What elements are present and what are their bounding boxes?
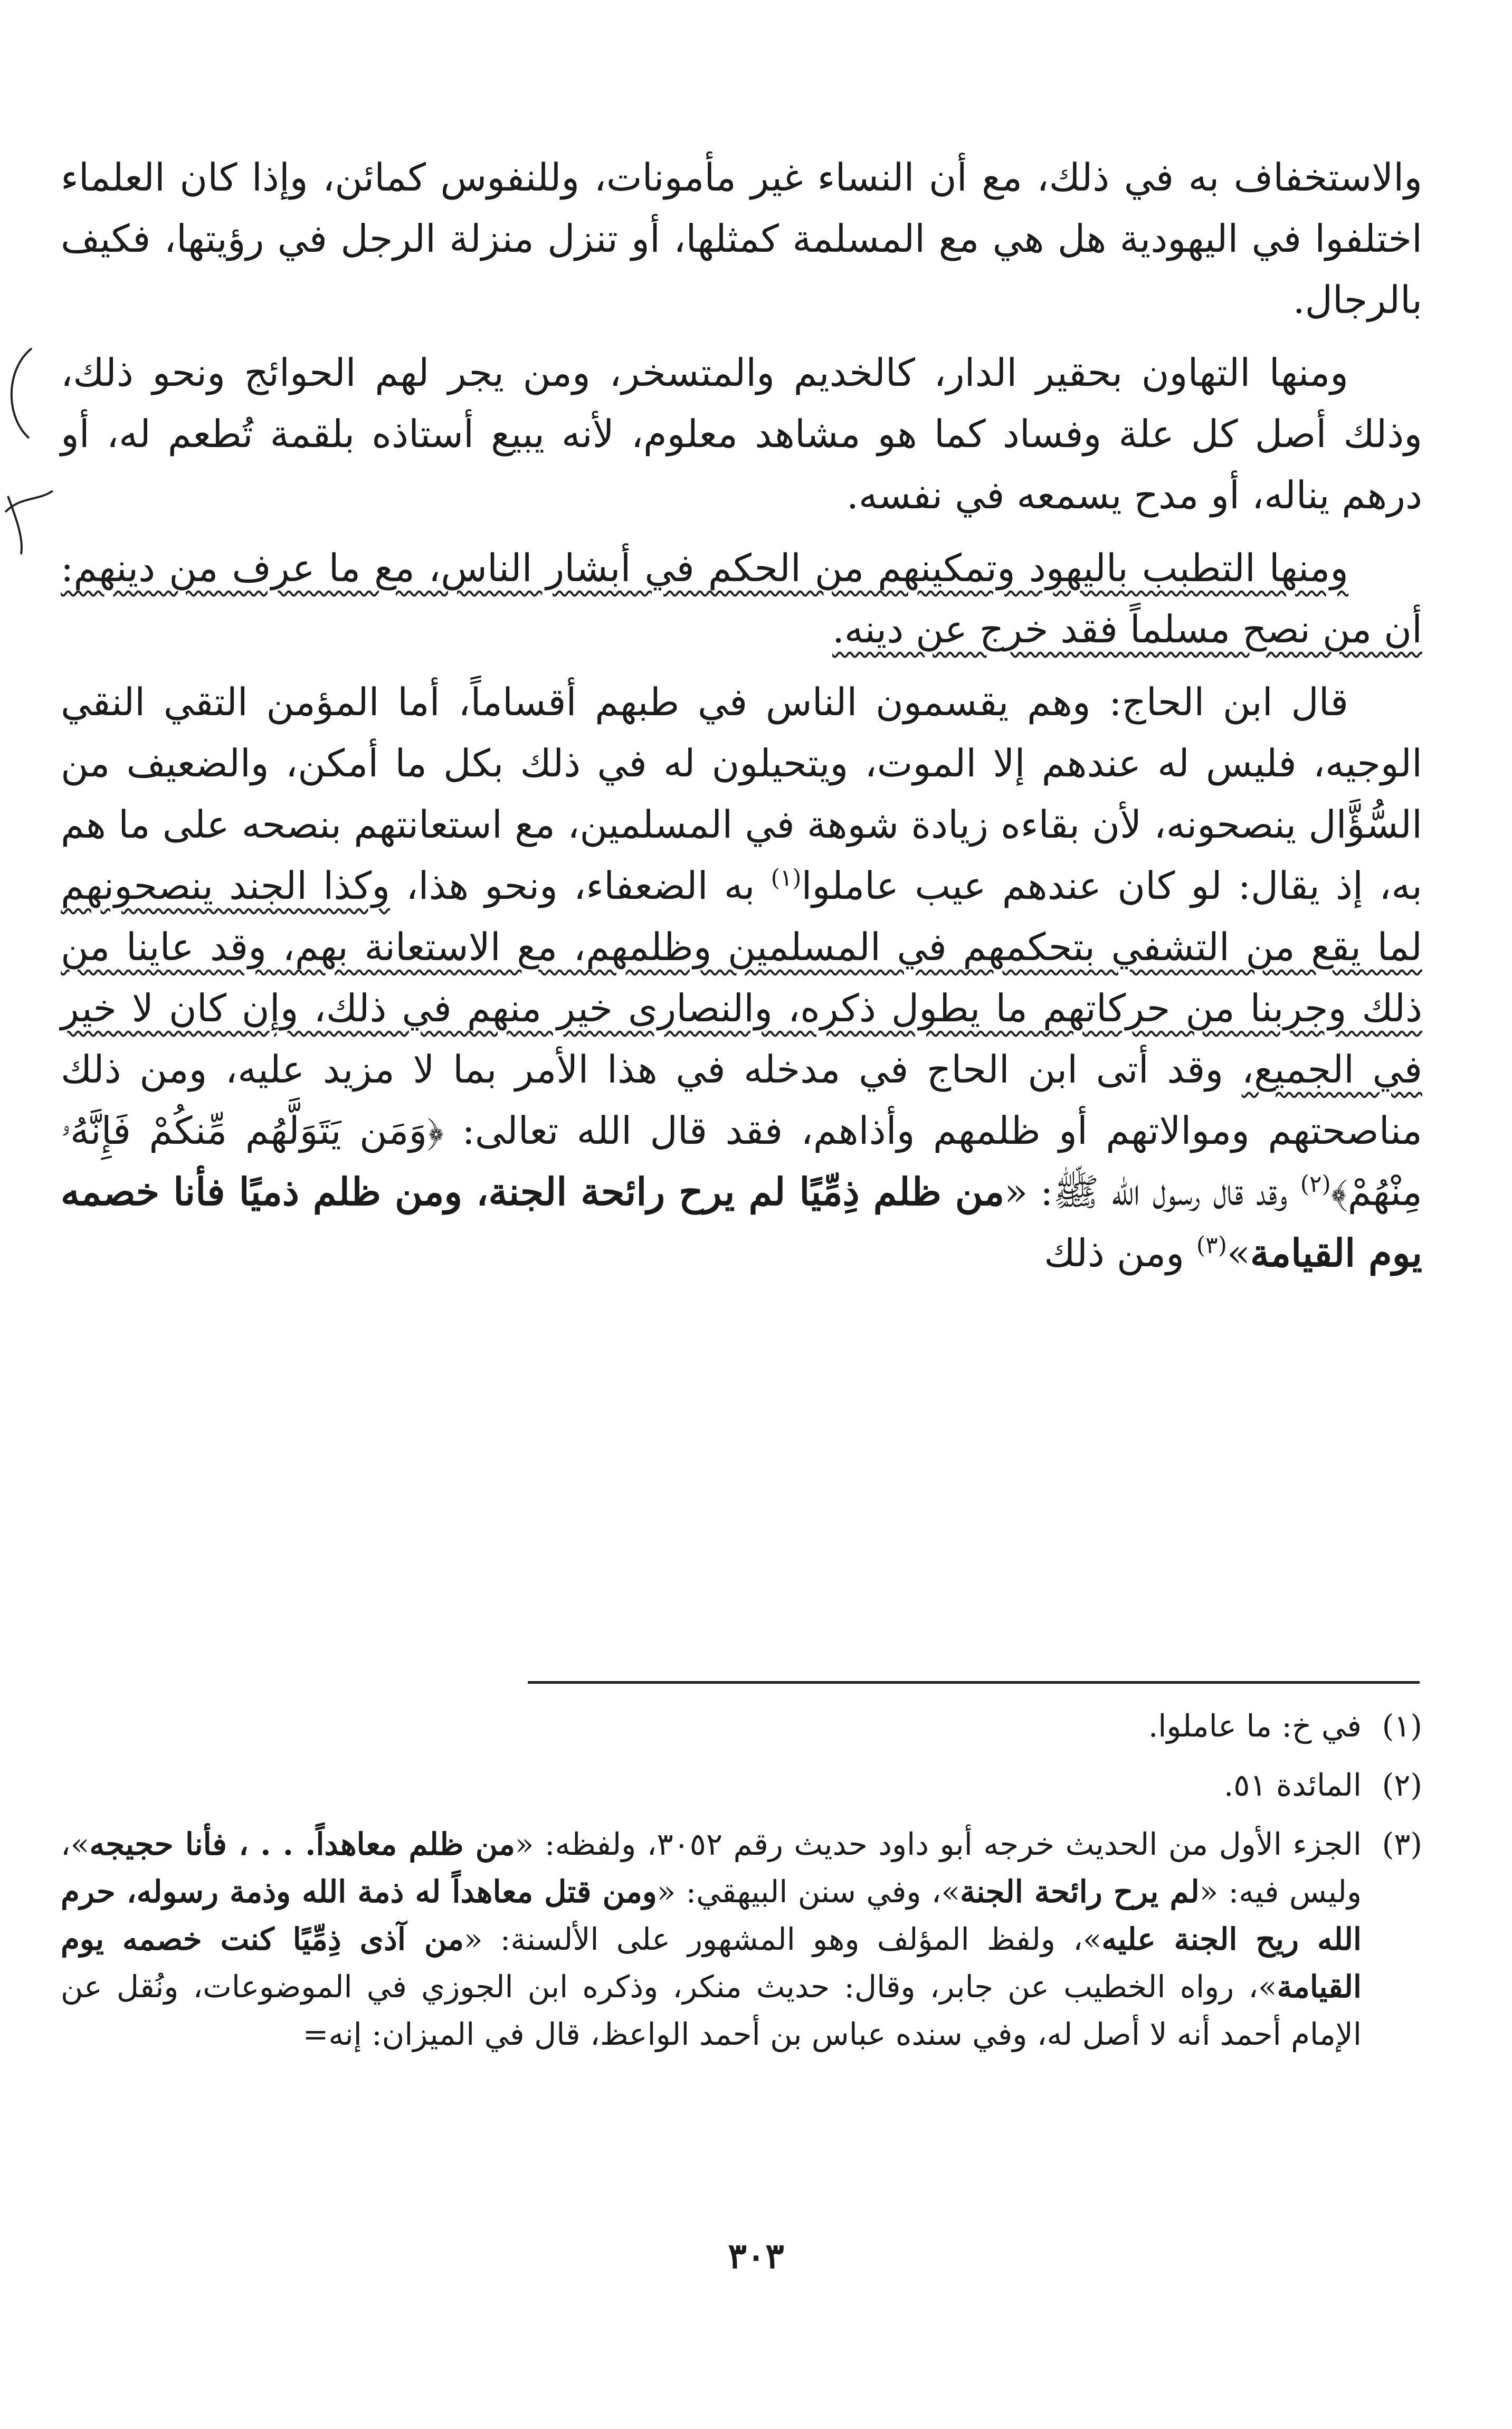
footnote-text <box>61 1820 1362 2058</box>
paragraph-2: ومنها التهاون بحقير الدار، كالخديم والمتسخر، ومن يجر لهم الحوائج ونحو ذلك، وذلك أصل كل علة وفساد كما هو مشاهد معلوم، لأنه يبيع أستاذه بلقمة تُطعم له، أو درهم يناله، أو مدح يسمعه في نفسه. <box>61 350 1423 517</box>
paragraph-3 <box>61 537 1422 660</box>
p4-part-f: » <box>1226 1231 1250 1275</box>
footnote-3 <box>61 1820 1422 2058</box>
footnote-ref-1: (١) <box>771 865 802 891</box>
fn3-g: »، ولفظ المؤلف وهو المشهور على الألسنة: « <box>464 1921 1102 1957</box>
footnote-mark: (٣) <box>1382 1826 1422 1862</box>
footnote-mark: (٢) <box>1382 1767 1422 1803</box>
margin-annotation-mark <box>0 338 58 559</box>
main-text <box>61 147 1422 1295</box>
footnote-2 <box>61 1761 1422 1809</box>
paragraph-1: والاستخفاف به في ذلك، مع أن النساء غير مأمونات، وللنفوس كمائن، وإذا كان العلماء اختلفوا في اليهودية هل هي مع المسلمة كمثلها، أو تنزل منزلة الرجل في رؤيتها، فكيف بالرجال. <box>61 155 1423 322</box>
fn3-i: »، رواه الخطيب عن جابر، وقال: حديث منكر، وذكره ابن الجوزي في الموضوعات، ونُقل عن الإمام أحمد أنه لا أصل له، وفي سنده عباس بن أحمد الواعظ، قال في الميزان: إنه= <box>61 1969 1362 2052</box>
fn3-quote-3: ومن قتل معاهداً له ذمة الله وذمة رسوله، حرم الله ريح الجنة عليه <box>61 1874 1362 1957</box>
footnotes <box>61 1702 1422 2070</box>
fn3-a: الجزء الأول من الحديث خرجه أبو داود حديث رقم ٣٠٥٢، ولفظه: « <box>515 1826 1362 1862</box>
hadith-quote: من ظلم ذِمِّيًا لم يرح رائحة الجنة، ومن ظلم ذميًا فأنا خصمه يوم القيامة <box>61 1169 1422 1275</box>
p4-part-e: وقد قال رسول الله ﷺ: « <box>1004 1170 1300 1214</box>
p4-part-a: قال ابن الحاج: وهم يقسمون الناس في طبهم أقساماً، أما المؤمن التقي النقي الوجيه، فليس له عندهم إلا الموت، ويتحيلون له في ذلك بكل ما أمكن، والضعيف من السُّؤَّال ينصحونه، لأن بقاءه زيادة شوهة في المسلمين، مع استعانتهم بنصحه على ما هم به، إذ يقال: لو كان عندهم عيب عاملوا <box>61 680 1422 908</box>
p4-part-b: به الضعفاء، ونحو هذا، <box>390 864 771 908</box>
paragraph-4 <box>61 671 1422 1284</box>
footnote-text: في خ: ما عاملوا. <box>1148 1708 1362 1744</box>
fn3-quote-1: من ظلم معاهداً. . . ، فأنا حجيجه <box>89 1826 515 1862</box>
footnote-text: المائدة ٥١. <box>1223 1767 1362 1803</box>
fn3-c: »، وليس فيه: « <box>61 1826 1362 1910</box>
fn3-e: »، وفي سنن البيهقي: « <box>657 1874 960 1910</box>
quran-verse: ﴿وَمَن يَتَوَلَّهُم مِّنكُمْ فَإِنَّهُۥ مِنْهُمْ﴾ <box>61 1108 1422 1214</box>
footnote-mark: (١) <box>1382 1708 1422 1744</box>
footnote-divider <box>528 1681 1420 1684</box>
footnote-1 <box>61 1702 1422 1750</box>
fn3-quote-4: من آذى ذِمِّيًا كنت خصمه يوم القيامة <box>61 1921 1362 2005</box>
fn3-quote-2: لم يرح رائحة الجنة <box>959 1874 1200 1910</box>
footnote-ref-2: (٢) <box>1300 1171 1331 1198</box>
page-number: ٣٠٣ <box>728 2235 784 2276</box>
p4-part-g: ومن ذلك <box>1044 1231 1196 1275</box>
underlined-passage-2: وكذا الجند ينصحونهم لما يقع من التشفي بتحكمهم في المسلمين وظلمهم، مع الاستعانة بهم، وقد عاينا من ذلك وجربنا من حركاتهم ما يطول ذكره، والنصارى خير منهم في ذلك، وإن كان لا خير في الجميع، <box>61 864 1422 1092</box>
underlined-passage-1: ومنها التطبب باليهود وتمكينهم من الحكم في أبشار الناس، مع ما عرف من دينهم: أن من نصح مسلماً فقد خرج عن دينه. <box>61 546 1422 651</box>
p4-part-d: وقد أتى ابن الحاج في مدخله في هذا الأمر بما لا مزيد عليه، ومن ذلك مناصحتهم وموالاتهم أو ظلمهم وأذاهم، فقد قال الله تعالى: <box>61 1047 1422 1153</box>
footnote-ref-3: (٣) <box>1196 1232 1227 1259</box>
